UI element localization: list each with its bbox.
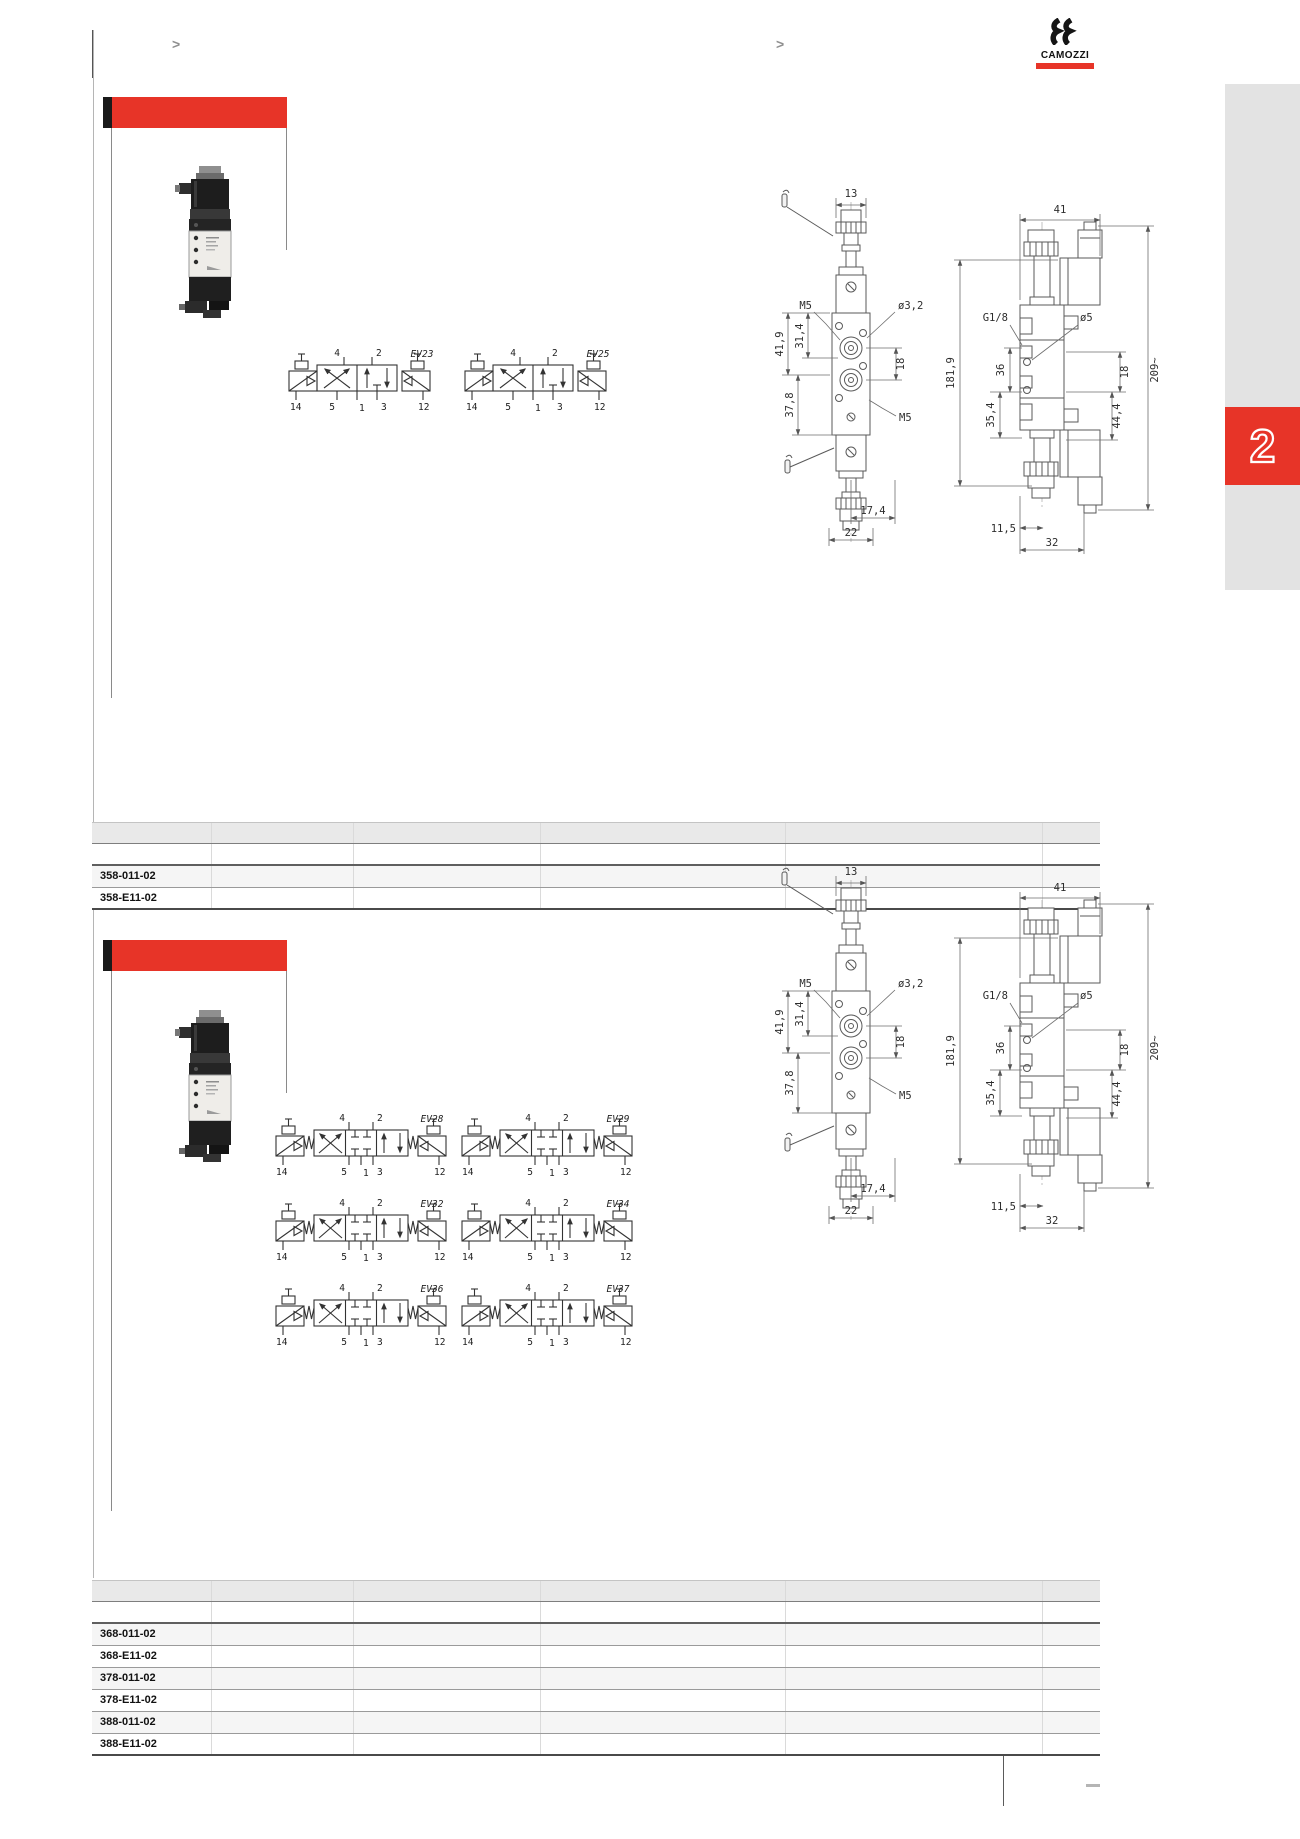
table-row bbox=[92, 1734, 1100, 1756]
table-row bbox=[92, 1712, 1100, 1734]
symbol-code-label: EV32 bbox=[420, 1199, 444, 1210]
dim-side-spacing: 18 bbox=[1119, 1043, 1131, 1057]
dim-side-hole: ø5 bbox=[1080, 312, 1093, 324]
port-label-14: 14 bbox=[462, 1252, 474, 1263]
port-label-12: 12 bbox=[620, 1252, 632, 1263]
dim-front-spacing: 18 bbox=[895, 357, 907, 371]
dim-front-left-inner: 31,4 bbox=[794, 323, 806, 349]
table-cell bbox=[92, 1602, 212, 1622]
table-cell bbox=[786, 1646, 1043, 1667]
port-label-2: 2 bbox=[563, 1283, 569, 1294]
dim-front-left-lower: 37,8 bbox=[784, 392, 796, 418]
chapter-number: 2 bbox=[1249, 420, 1276, 472]
port-label-5: 5 bbox=[505, 402, 511, 413]
table-row bbox=[92, 1646, 1100, 1668]
pneumatic-symbol-EV36 bbox=[266, 1280, 456, 1355]
symbol-code-label: EV34 bbox=[606, 1199, 630, 1210]
logo-brand-text: CAMOZZI bbox=[1040, 50, 1090, 61]
table-cell bbox=[541, 1734, 786, 1754]
port-label-1: 1 bbox=[549, 1338, 555, 1349]
port-label-1: 1 bbox=[363, 1168, 369, 1179]
pneumatic-symbol-5-3 bbox=[266, 1195, 456, 1265]
port-label-3: 3 bbox=[377, 1167, 383, 1178]
product-photo-image bbox=[163, 1010, 258, 1162]
dim-front-thread-bottom: M5 bbox=[899, 1090, 912, 1102]
pneumatic-symbol-EV34 bbox=[452, 1195, 642, 1270]
dim-front-width-bottom: 22 bbox=[844, 527, 858, 539]
chapter-sidebar bbox=[1225, 84, 1300, 590]
pneumatic-symbol-EV28 bbox=[266, 1110, 456, 1185]
part-number-cell: 358-011-02 bbox=[92, 866, 212, 887]
port-label-3: 3 bbox=[563, 1337, 569, 1348]
dim-side-inner-a: 36 bbox=[995, 1041, 1007, 1055]
port-label-4: 4 bbox=[334, 348, 340, 359]
table-cell bbox=[354, 1646, 541, 1667]
table-header-row bbox=[92, 1580, 1100, 1602]
dim-side-height-body: 181,9 bbox=[945, 1035, 957, 1067]
table-cell bbox=[786, 1712, 1043, 1733]
table-cell bbox=[1043, 1602, 1100, 1622]
section2-left-rule bbox=[111, 971, 112, 1511]
pneumatic-symbol-5-3 bbox=[266, 1110, 456, 1180]
table-cell bbox=[212, 866, 354, 887]
table-cell bbox=[1043, 1668, 1100, 1689]
port-label-5: 5 bbox=[527, 1252, 533, 1263]
dim-side-hole: ø5 bbox=[1080, 990, 1093, 1002]
table-cell bbox=[212, 1624, 354, 1645]
section1-dimension-drawing bbox=[690, 180, 1170, 565]
table-row bbox=[92, 1624, 1100, 1646]
port-label-2: 2 bbox=[376, 348, 382, 359]
dim-side-inner-a: 36 bbox=[995, 363, 1007, 377]
port-label-14: 14 bbox=[276, 1252, 288, 1263]
port-label-4: 4 bbox=[339, 1198, 345, 1209]
part-number-cell: 358-E11-02 bbox=[92, 888, 212, 908]
dim-side-width-top: 41 bbox=[1053, 204, 1067, 216]
table-cell bbox=[212, 1602, 354, 1622]
port-label-4: 4 bbox=[525, 1113, 531, 1124]
dim-front-thread-top: M5 bbox=[799, 978, 812, 990]
breadcrumb-chevron-left: > bbox=[172, 36, 181, 52]
table-cell bbox=[354, 1690, 541, 1711]
symbol-code-label: EV29 bbox=[606, 1114, 630, 1125]
port-label-14: 14 bbox=[276, 1337, 288, 1348]
table-cell bbox=[1043, 1581, 1100, 1601]
pneumatic-symbol-EV25 bbox=[448, 345, 623, 420]
port-label-1: 1 bbox=[549, 1253, 555, 1264]
port-label-3: 3 bbox=[377, 1337, 383, 1348]
port-label-1: 1 bbox=[549, 1168, 555, 1179]
symbol-code-label: EV37 bbox=[606, 1284, 630, 1295]
dim-side-right-lower: 44,4 bbox=[1111, 1081, 1123, 1107]
dim-side-inner-b: 35,4 bbox=[985, 1080, 997, 1106]
dim-front-hole: ø3,2 bbox=[898, 978, 924, 990]
part-number-cell: 388-E11-02 bbox=[92, 1734, 212, 1754]
dim-front-left-lower: 37,8 bbox=[784, 1070, 796, 1096]
port-label-4: 4 bbox=[339, 1113, 345, 1124]
table-cell bbox=[1043, 1624, 1100, 1645]
table-cell bbox=[92, 1581, 212, 1601]
section1-title-banner bbox=[112, 97, 287, 128]
camozzi-logo-icon bbox=[1047, 18, 1083, 45]
symbol-code-label: EV25 bbox=[586, 349, 610, 360]
section2-product-photo bbox=[163, 1010, 258, 1167]
dim-side-width-bottom: 32 bbox=[1045, 537, 1059, 549]
pneumatic-symbol-5-2 bbox=[448, 345, 623, 415]
port-label-2: 2 bbox=[563, 1113, 569, 1124]
port-label-2: 2 bbox=[563, 1198, 569, 1209]
port-label-4: 4 bbox=[510, 348, 516, 359]
table-cell bbox=[92, 844, 212, 864]
port-label-3: 3 bbox=[563, 1252, 569, 1263]
table-cell bbox=[786, 1668, 1043, 1689]
footer-fold-mark bbox=[1003, 1756, 1004, 1806]
port-label-5: 5 bbox=[329, 402, 335, 413]
port-label-1: 1 bbox=[363, 1338, 369, 1349]
pneumatic-symbol-5-3 bbox=[452, 1110, 642, 1180]
table-cell bbox=[212, 1690, 354, 1711]
table-cell bbox=[786, 1581, 1043, 1601]
dim-front-left-inner: 31,4 bbox=[794, 1001, 806, 1027]
pneumatic-symbol-EV23 bbox=[272, 345, 447, 420]
pneumatic-symbol-EV37 bbox=[452, 1280, 642, 1355]
table-cell bbox=[354, 844, 541, 864]
table-cell bbox=[212, 1646, 354, 1667]
table-cell bbox=[1043, 1690, 1100, 1711]
table-cell bbox=[354, 888, 541, 908]
port-label-1: 1 bbox=[535, 403, 541, 414]
dimension-drawing bbox=[690, 858, 1170, 1238]
section2-part-table bbox=[92, 1580, 1100, 1756]
pneumatic-symbol-5-3 bbox=[266, 1280, 456, 1350]
dim-side-port-thread: G1/8 bbox=[982, 990, 1008, 1002]
dim-front-thread-top: M5 bbox=[799, 300, 812, 312]
table-cell bbox=[212, 1581, 354, 1601]
part-number-cell: 378-011-02 bbox=[92, 1668, 212, 1689]
pneumatic-symbol-EV29 bbox=[452, 1110, 642, 1185]
pneumatic-symbol-5-3 bbox=[452, 1280, 642, 1350]
port-label-1: 1 bbox=[359, 403, 365, 414]
dim-side-right-lower: 44,4 bbox=[1111, 403, 1123, 429]
dim-side-width-bottom: 32 bbox=[1045, 1215, 1059, 1227]
symbol-code-label: EV28 bbox=[420, 1114, 444, 1125]
port-label-12: 12 bbox=[434, 1337, 446, 1348]
dim-front-width-top: 13 bbox=[844, 188, 858, 200]
port-label-5: 5 bbox=[527, 1337, 533, 1348]
port-label-12: 12 bbox=[620, 1337, 632, 1348]
table-cell bbox=[541, 1624, 786, 1645]
table-cell bbox=[212, 844, 354, 864]
table-cell bbox=[354, 1602, 541, 1622]
section2-title-banner bbox=[112, 940, 287, 971]
dim-side-offset-bottom: 11,5 bbox=[990, 1201, 1016, 1213]
dim-front-offset-bottom: 17,4 bbox=[860, 1183, 886, 1195]
symbol-code-label: EV23 bbox=[410, 349, 434, 360]
table-cell bbox=[541, 1646, 786, 1667]
port-label-4: 4 bbox=[525, 1198, 531, 1209]
dim-front-spacing: 18 bbox=[895, 1035, 907, 1049]
port-label-2: 2 bbox=[377, 1113, 383, 1124]
table-cell bbox=[786, 1734, 1043, 1754]
table-cell bbox=[92, 823, 212, 843]
port-label-12: 12 bbox=[434, 1167, 446, 1178]
part-number-cell: 388-011-02 bbox=[92, 1712, 212, 1733]
table-cell bbox=[541, 1690, 786, 1711]
port-label-3: 3 bbox=[557, 402, 563, 413]
table-cell bbox=[212, 823, 354, 843]
port-label-12: 12 bbox=[594, 402, 606, 413]
table-cell bbox=[541, 1581, 786, 1601]
table-row bbox=[92, 1668, 1100, 1690]
table-cell bbox=[212, 1734, 354, 1754]
table-spacer-row bbox=[92, 1602, 1100, 1624]
port-label-5: 5 bbox=[341, 1337, 347, 1348]
camozzi-logo bbox=[1033, 18, 1097, 69]
port-label-14: 14 bbox=[290, 402, 302, 413]
chapter-tab bbox=[1225, 407, 1300, 485]
table-cell bbox=[212, 1712, 354, 1733]
table-cell bbox=[541, 1668, 786, 1689]
section1-banner-notch bbox=[103, 97, 112, 128]
pneumatic-symbol-5-2 bbox=[272, 345, 447, 415]
table-cell bbox=[786, 1690, 1043, 1711]
dim-front-offset-bottom: 17,4 bbox=[860, 505, 886, 517]
dimension-drawing bbox=[690, 180, 1170, 560]
table-header-row bbox=[92, 822, 1100, 844]
port-label-12: 12 bbox=[620, 1167, 632, 1178]
table-row bbox=[92, 1690, 1100, 1712]
dim-side-port-thread: G1/8 bbox=[982, 312, 1008, 324]
dim-front-hole: ø3,2 bbox=[898, 300, 924, 312]
section2-banner-rule bbox=[286, 971, 287, 1093]
table-cell bbox=[212, 888, 354, 908]
port-label-14: 14 bbox=[462, 1337, 474, 1348]
port-label-2: 2 bbox=[377, 1198, 383, 1209]
port-label-3: 3 bbox=[377, 1252, 383, 1263]
port-label-4: 4 bbox=[339, 1283, 345, 1294]
dim-front-left-outer: 41,9 bbox=[774, 331, 786, 357]
table-cell bbox=[786, 823, 1043, 843]
port-label-12: 12 bbox=[418, 402, 430, 413]
footer-dash-mark bbox=[1086, 1784, 1100, 1787]
port-label-5: 5 bbox=[341, 1167, 347, 1178]
port-label-4: 4 bbox=[525, 1283, 531, 1294]
logo-red-bar bbox=[1036, 63, 1094, 69]
table-cell bbox=[354, 866, 541, 887]
table-cell bbox=[354, 823, 541, 843]
table-cell bbox=[541, 823, 786, 843]
table-cell bbox=[354, 1734, 541, 1754]
port-label-5: 5 bbox=[527, 1167, 533, 1178]
table-cell bbox=[1043, 823, 1100, 843]
table-cell bbox=[1043, 1734, 1100, 1754]
product-photo-image bbox=[163, 166, 258, 318]
port-label-12: 12 bbox=[434, 1252, 446, 1263]
dim-front-width-top: 13 bbox=[844, 866, 858, 878]
table-cell bbox=[1043, 1712, 1100, 1733]
table-cell bbox=[541, 1712, 786, 1733]
table-cell bbox=[541, 1602, 786, 1622]
dim-side-offset-bottom: 11,5 bbox=[990, 523, 1016, 535]
port-label-1: 1 bbox=[363, 1253, 369, 1264]
dim-side-width-top: 41 bbox=[1053, 882, 1067, 894]
dim-front-width-bottom: 22 bbox=[844, 1205, 858, 1217]
port-label-14: 14 bbox=[462, 1167, 474, 1178]
page-left-rule bbox=[93, 30, 94, 1578]
port-label-2: 2 bbox=[552, 348, 558, 359]
port-label-3: 3 bbox=[381, 402, 387, 413]
section1-product-photo bbox=[163, 166, 258, 323]
port-label-5: 5 bbox=[341, 1252, 347, 1263]
dim-side-height-overall: 209~ bbox=[1149, 357, 1161, 383]
dim-side-spacing: 18 bbox=[1119, 365, 1131, 379]
pneumatic-symbol-5-3 bbox=[452, 1195, 642, 1265]
table-cell bbox=[786, 1624, 1043, 1645]
section2-dimension-drawing bbox=[690, 858, 1170, 1243]
port-label-14: 14 bbox=[276, 1167, 288, 1178]
table-cell bbox=[354, 1624, 541, 1645]
section1-banner-rule bbox=[286, 128, 287, 250]
port-label-3: 3 bbox=[563, 1167, 569, 1178]
table-cell bbox=[354, 1581, 541, 1601]
port-label-2: 2 bbox=[377, 1283, 383, 1294]
port-label-14: 14 bbox=[466, 402, 478, 413]
part-number-cell: 368-011-02 bbox=[92, 1624, 212, 1645]
dim-side-inner-b: 35,4 bbox=[985, 402, 997, 428]
table-cell bbox=[786, 1602, 1043, 1622]
section2-banner-notch bbox=[103, 940, 112, 971]
symbol-code-label: EV36 bbox=[420, 1284, 444, 1295]
dim-front-left-outer: 41,9 bbox=[774, 1009, 786, 1035]
section1-left-rule bbox=[111, 128, 112, 698]
table-cell bbox=[1043, 1646, 1100, 1667]
table-cell bbox=[354, 1668, 541, 1689]
table-cell bbox=[354, 1712, 541, 1733]
part-number-cell: 368-E11-02 bbox=[92, 1646, 212, 1667]
breadcrumb-chevron-right: > bbox=[776, 36, 785, 52]
table-cell bbox=[212, 1668, 354, 1689]
pneumatic-symbol-EV32 bbox=[266, 1195, 456, 1270]
dim-side-height-body: 181,9 bbox=[945, 357, 957, 389]
part-number-cell: 378-E11-02 bbox=[92, 1690, 212, 1711]
dim-front-thread-bottom: M5 bbox=[899, 412, 912, 424]
dim-side-height-overall: 209~ bbox=[1149, 1035, 1161, 1061]
